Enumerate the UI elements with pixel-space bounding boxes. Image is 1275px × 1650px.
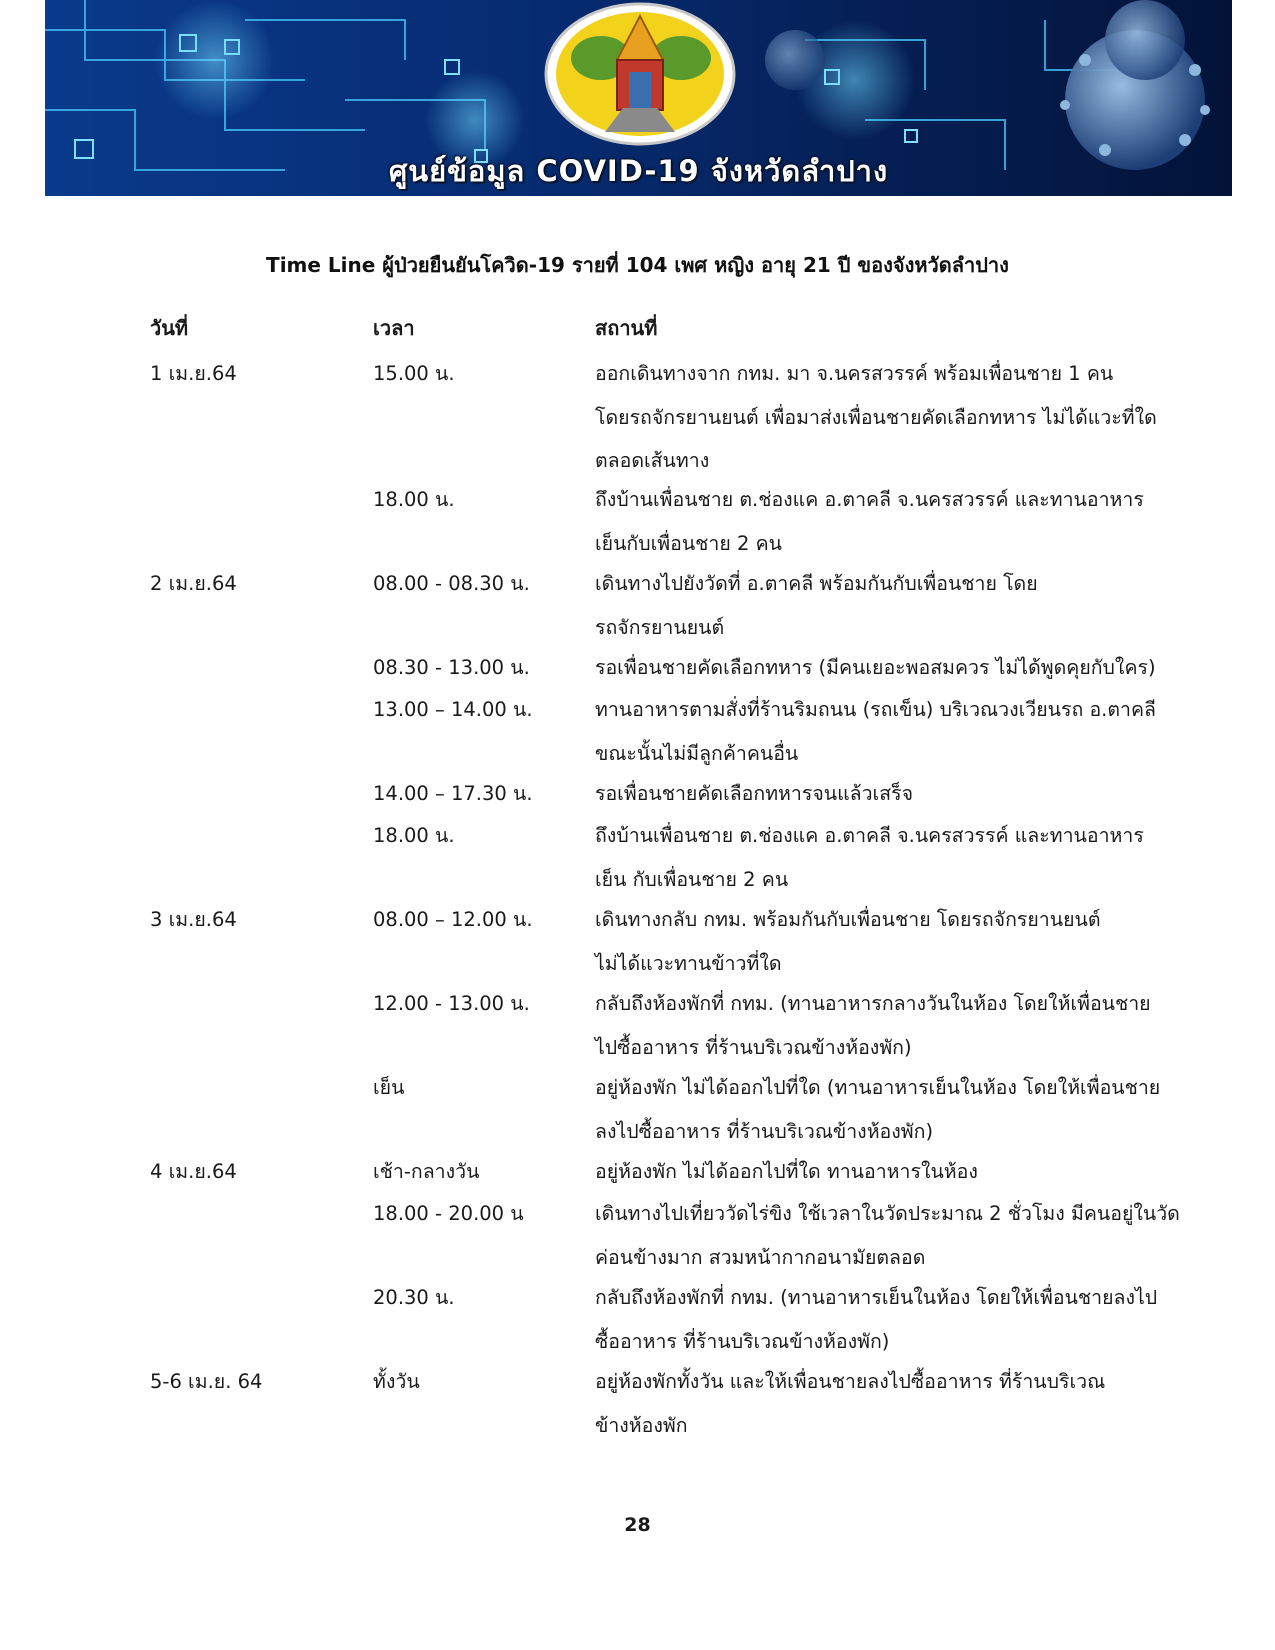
place-line: โดยรถจักรยานยนต์ เพื่อมาส่งเพื่อนชายคัดเลือกทหาร ไม่ได้แวะที่ใด <box>595 405 1157 429</box>
row-place <box>595 1360 1200 1447</box>
row-time: 18.00 - 20.00 น <box>373 1202 524 1225</box>
place-line: ไปซื้ออาหาร ที่ร้านบริเวณข้างห้องพัก) <box>595 1035 912 1059</box>
place-line: ถึงบ้านเพื่อนชาย ต.ช่องแค อ.ตาคลี จ.นครสวรรค์ และทานอาหาร <box>595 824 1144 847</box>
row-date: 1 เม.ย.64 <box>150 362 237 385</box>
row-date: 2 เม.ย.64 <box>150 572 237 595</box>
page-number: 28 <box>624 1514 651 1536</box>
header-time: เวลา <box>373 316 415 340</box>
row-place <box>595 1150 1200 1194</box>
row-time: เช้า-กลางวัน <box>373 1160 480 1183</box>
row-place <box>595 352 1200 483</box>
place-line: ขณะนั้นไม่มีลูกค้าคนอื่น <box>595 741 799 765</box>
row-date: 5-6 เม.ย. 64 <box>150 1370 263 1393</box>
row-time: 08.00 – 12.00 น. <box>373 908 533 931</box>
place-line: เดินทางกลับ กทม. พร้อมกันกับเพื่อนชาย โดยรถจักรยานยนต์ <box>595 908 1101 931</box>
document-title: Time Line ผู้ป่วยยืนยันโควิด-19 รายที่ 104 เพศ หญิง อายุ 21 ปี ของจังหวัดลำปาง <box>266 253 1009 277</box>
place-line: ถึงบ้านเพื่อนชาย ต.ช่องแค อ.ตาคลี จ.นครสวรรค์ และทานอาหาร <box>595 488 1144 511</box>
row-time: 08.30 - 13.00 น. <box>373 656 530 679</box>
row-time: 18.00 น. <box>373 824 455 847</box>
row-place <box>595 982 1200 1069</box>
place-line: ลงไปซื้ออาหาร ที่ร้านบริเวณข้างห้องพัก) <box>595 1119 934 1143</box>
place-line: อยู่ห้องพัก ไม่ได้ออกไปที่ใด (ทานอาหารเย็นในห้อง โดยให้เพื่อนชาย <box>595 1076 1161 1099</box>
row-place <box>595 814 1200 901</box>
place-line: รอเพื่อนชายคัดเลือกทหาร (มีคนเยอะพอสมควร ไม่ได้พูดคุยกับใคร) <box>595 656 1156 679</box>
row-date: 4 เม.ย.64 <box>150 1160 237 1183</box>
header-place: สถานที่ <box>595 316 658 340</box>
place-line: ตลอดเส้นทาง <box>595 449 710 472</box>
banner-title: ศูนย์ข้อมูล COVID-19 จังหวัดลำปาง <box>388 154 889 188</box>
place-line: อยู่ห้องพักทั้งวัน และให้เพื่อนชายลงไปซื้ออาหาร ที่ร้านบริเวณ <box>595 1370 1106 1393</box>
place-line: เดินทางไปยังวัดที่ อ.ตาคลี พร้อมกันกับเพื่อนชาย โดย <box>595 572 1038 595</box>
row-time: เย็น <box>373 1076 405 1099</box>
row-time: 12.00 - 13.00 น. <box>373 992 530 1015</box>
row-place <box>595 1066 1200 1153</box>
place-line: ข้างห้องพัก <box>595 1413 688 1437</box>
place-line: ไม่ได้แวะทานข้าวที่ใด <box>595 951 782 975</box>
place-line: กลับถึงห้องพักที่ กทม. (ทานอาหารเย็นในห้อง โดยให้เพื่อนชายลงไป <box>595 1286 1158 1309</box>
row-time: 14.00 – 17.30 น. <box>373 782 533 805</box>
place-line: รถจักรยานยนต์ <box>595 615 725 639</box>
place-line: ทานอาหารตามสั่งที่ร้านริมถนน (รถเข็น) บริเวณวงเวียนรถ อ.ตาคลี <box>595 698 1156 721</box>
province-seal <box>546 4 734 144</box>
row-time: 18.00 น. <box>373 488 455 511</box>
table-header <box>150 312 1200 346</box>
row-place <box>595 1276 1200 1363</box>
header-date: วันที่ <box>150 316 189 340</box>
row-date: 3 เม.ย.64 <box>150 908 237 931</box>
row-place <box>595 772 1200 816</box>
place-line: ซื้ออาหาร ที่ร้านบริเวณข้างห้องพัก) <box>595 1329 890 1353</box>
place-line: เย็น กับเพื่อนชาย 2 คน <box>595 867 789 891</box>
row-time: ทั้งวัน <box>373 1370 420 1393</box>
row-time: 20.30 น. <box>373 1286 455 1309</box>
place-line: รอเพื่อนชายคัดเลือกทหารจนแล้วเสร็จ <box>595 782 914 805</box>
row-time: 15.00 น. <box>373 362 455 385</box>
place-line: เดินทางไปเที่ยววัดไร่ขิง ใช้เวลาในวัดประมาณ 2 ชั่วโมง มีคนอยู่ในวัด <box>595 1202 1180 1225</box>
row-time: 08.00 - 08.30 น. <box>373 572 530 595</box>
place-line: เย็นกับเพื่อนชาย 2 คน <box>595 531 782 555</box>
row-place <box>595 1192 1200 1279</box>
row-place <box>595 898 1200 985</box>
row-time: 13.00 – 14.00 น. <box>373 698 533 721</box>
place-line: ค่อนข้างมาก สวมหน้ากากอนามัยตลอด <box>595 1245 926 1269</box>
row-place <box>595 478 1200 565</box>
row-place <box>595 562 1200 649</box>
header-banner <box>45 0 1232 196</box>
place-line: กลับถึงห้องพักที่ กทม. (ทานอาหารกลางวันในห้อง โดยให้เพื่อนชาย <box>595 992 1151 1015</box>
place-line: ออกเดินทางจาก กทม. มา จ.นครสวรรค์ พร้อมเพื่อนชาย 1 คน <box>595 362 1114 385</box>
place-line: อยู่ห้องพัก ไม่ได้ออกไปที่ใด ทานอาหารในห้อง <box>595 1160 978 1183</box>
row-place <box>595 646 1200 690</box>
row-place <box>595 688 1200 775</box>
